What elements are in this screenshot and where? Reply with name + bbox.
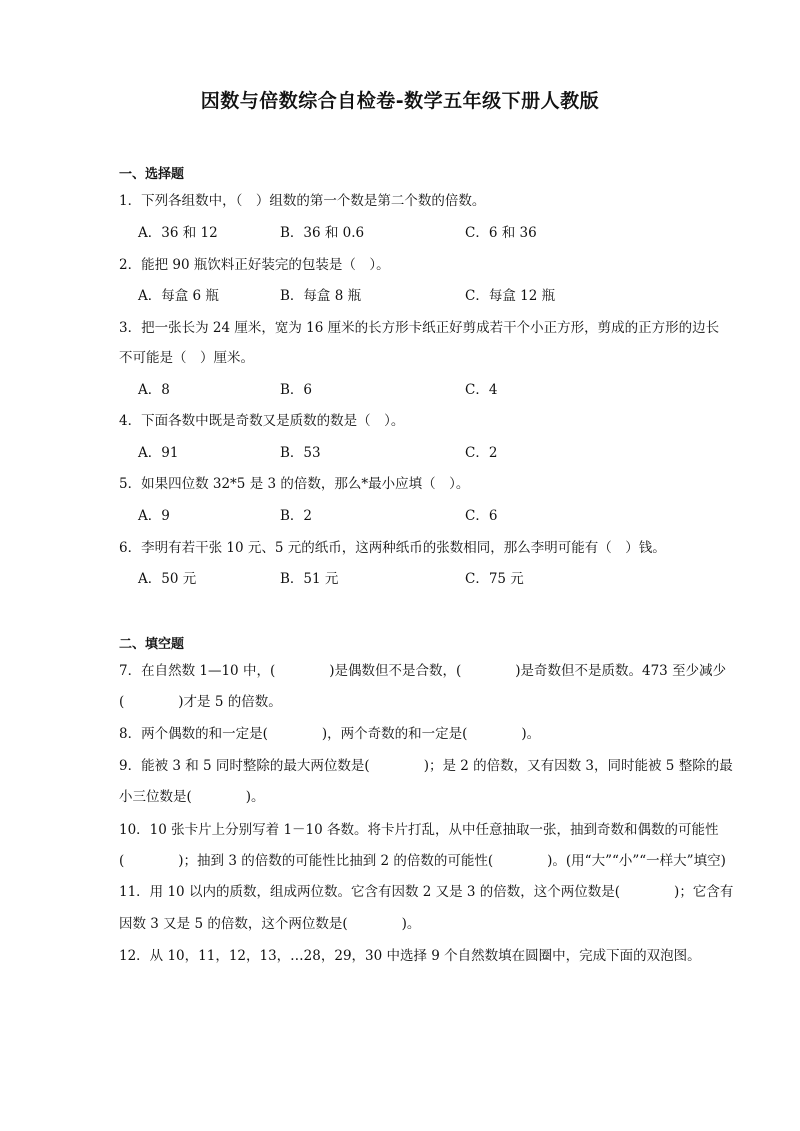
question-10-line-2: ( )；抽到 3 的倍数的可能性比抽到 2 的倍数的可能性( )。(用“大”“小”“一样大”填空) xyxy=(119,853,726,869)
question-10-line-1: 10．10 张卡片上分别写着 1－10 各数。将卡片打乱，从中任意抽取一张，抽到奇数和偶数的可能性 xyxy=(119,822,719,838)
option-3c: C．4 xyxy=(465,382,498,398)
option-2b: B．每盒 8 瓶 xyxy=(280,288,362,304)
question-7-line-2: ( )才是 5 的倍数。 xyxy=(119,694,282,710)
option-4a: A．91 xyxy=(138,445,179,461)
question-4: 4．下面各数中既是奇数又是质数的数是（ ）。 xyxy=(119,413,405,429)
option-5a: A．9 xyxy=(138,508,170,524)
question-3-line-2: 不可能是（ ）厘米。 xyxy=(119,350,254,366)
option-3a: A．8 xyxy=(138,382,170,398)
page-title: 因数与倍数综合自检卷-数学五年级下册人教版 xyxy=(200,90,600,112)
option-3b: B．6 xyxy=(280,382,313,398)
option-6a: A．50 元 xyxy=(138,571,197,587)
question-3-line-1: 3．把一张长为 24 厘米，宽为 16 厘米的长方形卡纸正好剪成若干个小正方形，剪成的正方形的边长 xyxy=(119,320,720,336)
question-11-line-2: 因数 3 又是 5 的倍数，这个两位数是( )。 xyxy=(119,916,421,932)
option-5b: B．2 xyxy=(280,508,313,524)
option-1a: A．36 和 12 xyxy=(138,225,218,241)
section-heading-fill: 二、填空题 xyxy=(119,637,185,652)
option-1b: B．36 和 0.6 xyxy=(280,225,365,241)
question-2: 2．能把 90 瓶饮料正好装完的包装是（ ）。 xyxy=(119,257,390,273)
question-9-line-2: 小三位数是( )。 xyxy=(119,789,265,805)
question-12: 12．从 10，11，12，13，…28，29，30 中选择 9 个自然数填在圆圈中，完成下面的双泡图。 xyxy=(119,948,701,964)
option-4b: B．53 xyxy=(280,445,321,461)
option-4c: C．2 xyxy=(465,445,498,461)
question-11-line-1: 11．用 10 以内的质数，组成两位数。它含有因数 2 又是 3 的倍数，这个两位数是( )；它含有 xyxy=(119,884,734,900)
section-heading-choice: 一、选择题 xyxy=(119,167,185,182)
question-1: 1．下列各组数中，（ ）组数的第一个数是第二个数的倍数。 xyxy=(119,193,486,209)
option-1c: C．6 和 36 xyxy=(465,225,537,241)
option-6c: C．75 元 xyxy=(465,571,524,587)
option-2a: A．每盒 6 瓶 xyxy=(138,288,219,304)
option-6b: B．51 元 xyxy=(280,571,339,587)
option-5c: C．6 xyxy=(465,508,498,524)
question-9-line-1: 9．能被 3 和 5 同时整除的最大两位数是( )；是 2 的倍数，又有因数 3，同时能被 5 整除的最 xyxy=(119,758,733,774)
question-6: 6．李明有若干张 10 元、5 元的纸币，这两种纸币的张数相同，那么李明可能有（ ）钱。 xyxy=(119,540,666,556)
option-2c: C．每盒 12 瓶 xyxy=(465,288,556,304)
question-5: 5．如果四位数 32*5 是 3 的倍数，那么*最小应填（ ）。 xyxy=(119,476,470,492)
question-7-line-1: 7．在自然数 1—10 中，( )是偶数但不是合数，( )是奇数但不是质数。473 至少减少 xyxy=(119,663,727,679)
question-8: 8．两个偶数的和一定是( )，两个奇数的和一定是( )。 xyxy=(119,726,541,742)
